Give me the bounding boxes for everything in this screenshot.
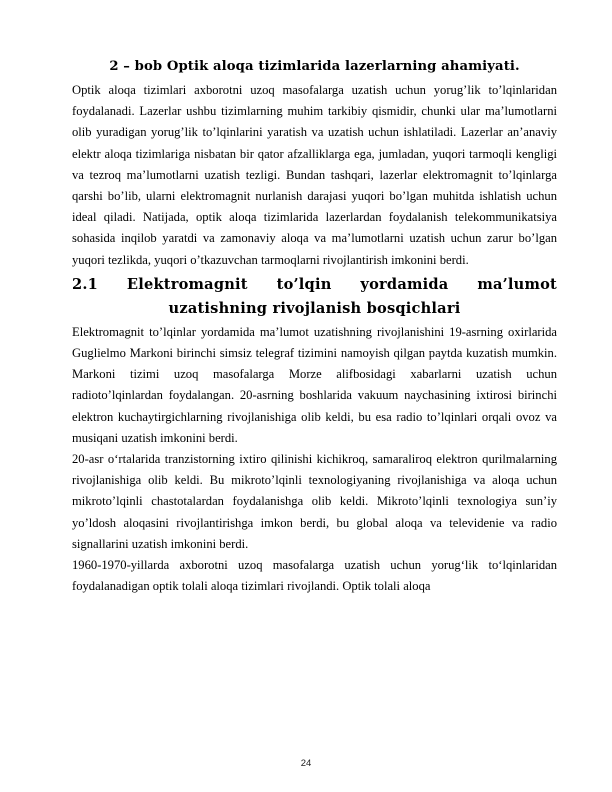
section-paragraph-2: 20-asr o‘rtalarida tranzistorning ixtiro qilinishi kichikroq, samaraliroq elektron qurilmalarning rivojlanishiga olib keldi. Bu mikroto’lqinli texnologiyaning rivojlanishiga va aloqa uchun mikroto’lqinli chastotalardan foydalanishga olib keldi. Mikroto’lqinli texnologiya sun’iy yo’ldosh aloqasini rivojlantirishga imkon berdi, bu global aloqa va televidenie va radio signallarini uzatish imkonini berdi. (72, 452, 557, 551)
section-title: 2.1 Elektromagnit to’lqin yordamida ma’lumot uzatishning rivojlanish bosqichlari (72, 275, 557, 317)
chapter-paragraph: Optik aloqa tizimlari axborotni uzoq masofalarga uzatish uchun yorug’lik to’lqinlaridan foydalanadi. Lazerlar ushbu tizimlarning muhim tarkibiy qismidir, chunki ular ma’lumotlarni olib yuradigan yorug’lik to’lqinlarini yaratish va uzatish uchun ishlatiladi. Lazerlar an’anaviy elektr aloqa tizimlariga nisbatan bir qator afzalliklarga ega, jumladan, yuqori tarmoqli kengligi va tezroq ma’lumotlarni uzatish tezligi. Bundan tashqari, lazerlar elektromagnit to’lqinlarga qarshi bo’lib, ularni elektromagnit nurlanish darajasi yuqori bo’lgan muhitda ishlatish uchun ideal qiladi. Natijada, optik aloqa tizimlarida lazerlardan foydalanish telekommunikatsiya sohasida inqilob yaratdi va zamonaviy aloqa va ma’lumotlarni uzatish uchun zarur bo’lgan yuqori tezlikda, yuqori o’tkazuvchan tarmoqlarni rivojlantirish imkonini berdi. (72, 83, 557, 267)
section-paragraph-3: 1960-1970-yillarda axborotni uzoq masofalarga uzatish uchun yorug‘lik to‘lqinlaridan foydalanadigan optik tolali aloqa tizimlari rivojlandi. Optik tolali aloqa (72, 558, 557, 594)
document-page (72, 56, 557, 597)
chapter-title: 2 – bob Optik aloqa tizimlarida lazerlarning ahamiyati. (109, 59, 520, 74)
page-number: 24 (300, 758, 312, 769)
section-paragraph-1: Elektromagnit to’lqinlar yordamida ma’lumot uzatishning rivojlanishini 19-asrning oxirlarida Guglielmo Markoni birinchi simsiz telegraf tizimini namoyish qilgan paytda kuzatish mumkin. Markoni tizimi uzoq masofalarga Morze alifbosidagi xabarlarni uzatish uchun radioto’lqinlardan foydalangan. 20-asrning boshlarida vakuum naychasining ixtirosi birinchi elektron kuchaytirgichlarning rivojlanishiga olib keldi, bu esa radio to’lqinlari orqali ovoz va musiqani uzatish imkonini berdi. (72, 324, 557, 445)
